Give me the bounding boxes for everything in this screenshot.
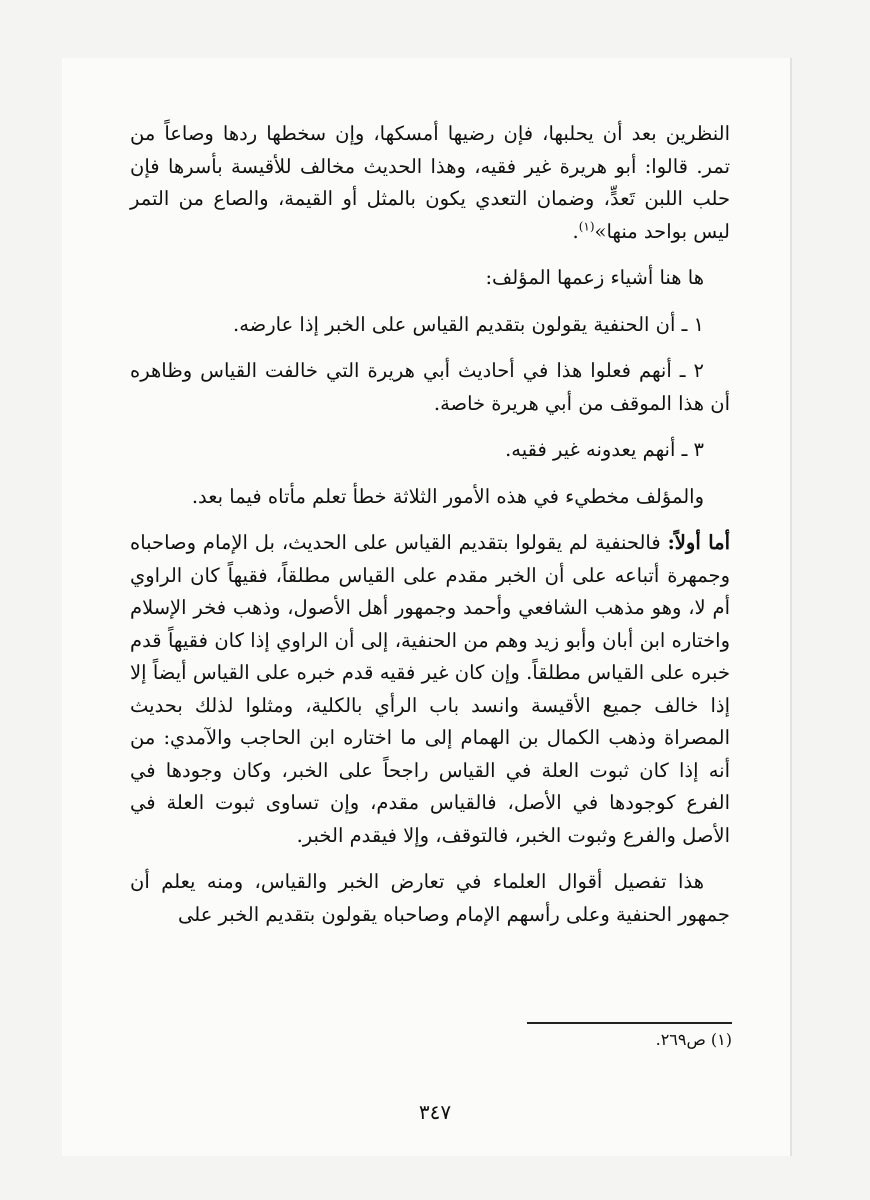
footnote-divider [527, 1022, 732, 1024]
paragraph-firstly: أما أولاً: فالحنفية لم يقولوا بتقديم القياس على الحديث، بل الإمام وصاحباه وجمهرة أتباعه على أن الخبر مقدم على القياس مطلقاً، فقيهاً كان الراوي أم لا، وهو مذهب الشافعي وأحمد وجمهور أهل الأصول، وذهب فخر الإسلام واختاره ابن أبان وأبو زيد وهم من الحنفية، إلى أن الراوي إذا كان فقيهاً قدم خبره على القياس مطلقاً. وإن كان غير فقيه قدم خبره على القياس أيضاً إلا إذا خالف جميع الأقيسة وانسد باب الرأي بالكلية، ومثلوا لذلك بحديث المصراة وذهب الكمال بن الهمام إلى ما اختاره ابن الحاجب والآمدي: من أنه إذا كان ثبوت العلة في القياس راجحاً على الخبر، وكان وجودها في الفرع كوجودها في الأصل، فالقياس مقدم، وإن تساوى ثبوت العلة في الأصل والفرع وثبوت الخبر، فالتوقف، وإلا فيقدم الخبر. [130, 531, 730, 847]
firstly-heading: أما أولاً: [667, 531, 730, 554]
paragraph-last: هذا تفصيل أقوال العلماء في تعارض الخبر والقياس، ومنه يعلم أن جمهور الحنفية وعلى رأسهم الإمام وصاحباه يقولون بتقديم الخبر على [130, 870, 730, 926]
paragraph-conclusion: والمؤلف مخطيء في هذه الأمور الثلاثة خطأ تعلم مأتاه فيما بعد. [191, 484, 704, 508]
list-item-1: ١ ـ أن الحنفية يقولون بتقديم القياس على الخبر إذا عارضه. [233, 312, 704, 336]
paragraph-1: النظرين بعد أن يحلبها، فإن رضيها أمسكها، وإن سخطها ردها وصاعاً من تمر. قالوا: أبو هريرة غير فقيه، وهذا الحديث مخالف للأقيسة بأسرها فإن حلب اللبن تَعدٍّ، وضمان التعدي يكون بالمثل أو القيمة، والصاع من التمر ليس بواحد منها»$^{(١)}$. [130, 122, 730, 243]
paragraph-2: ها هنا أشياء زعمها المؤلف: [485, 266, 704, 289]
list-item-2: ٢ ـ أنهم فعلوا هذا في أحاديث أبي هريرة التي خالفت القياس وظاهره أن هذا الموقف من أبي هريرة خاصة. [130, 359, 730, 415]
main-text [130, 118, 730, 931]
footnote: (١) ص٢٦٩. [655, 1030, 732, 1049]
page-number: ٣٤٧ [418, 1100, 452, 1124]
footnote-reference: (١) [578, 219, 595, 233]
list-item-3: ٣ ـ أنهم يعدونه غير فقيه. [505, 438, 704, 461]
